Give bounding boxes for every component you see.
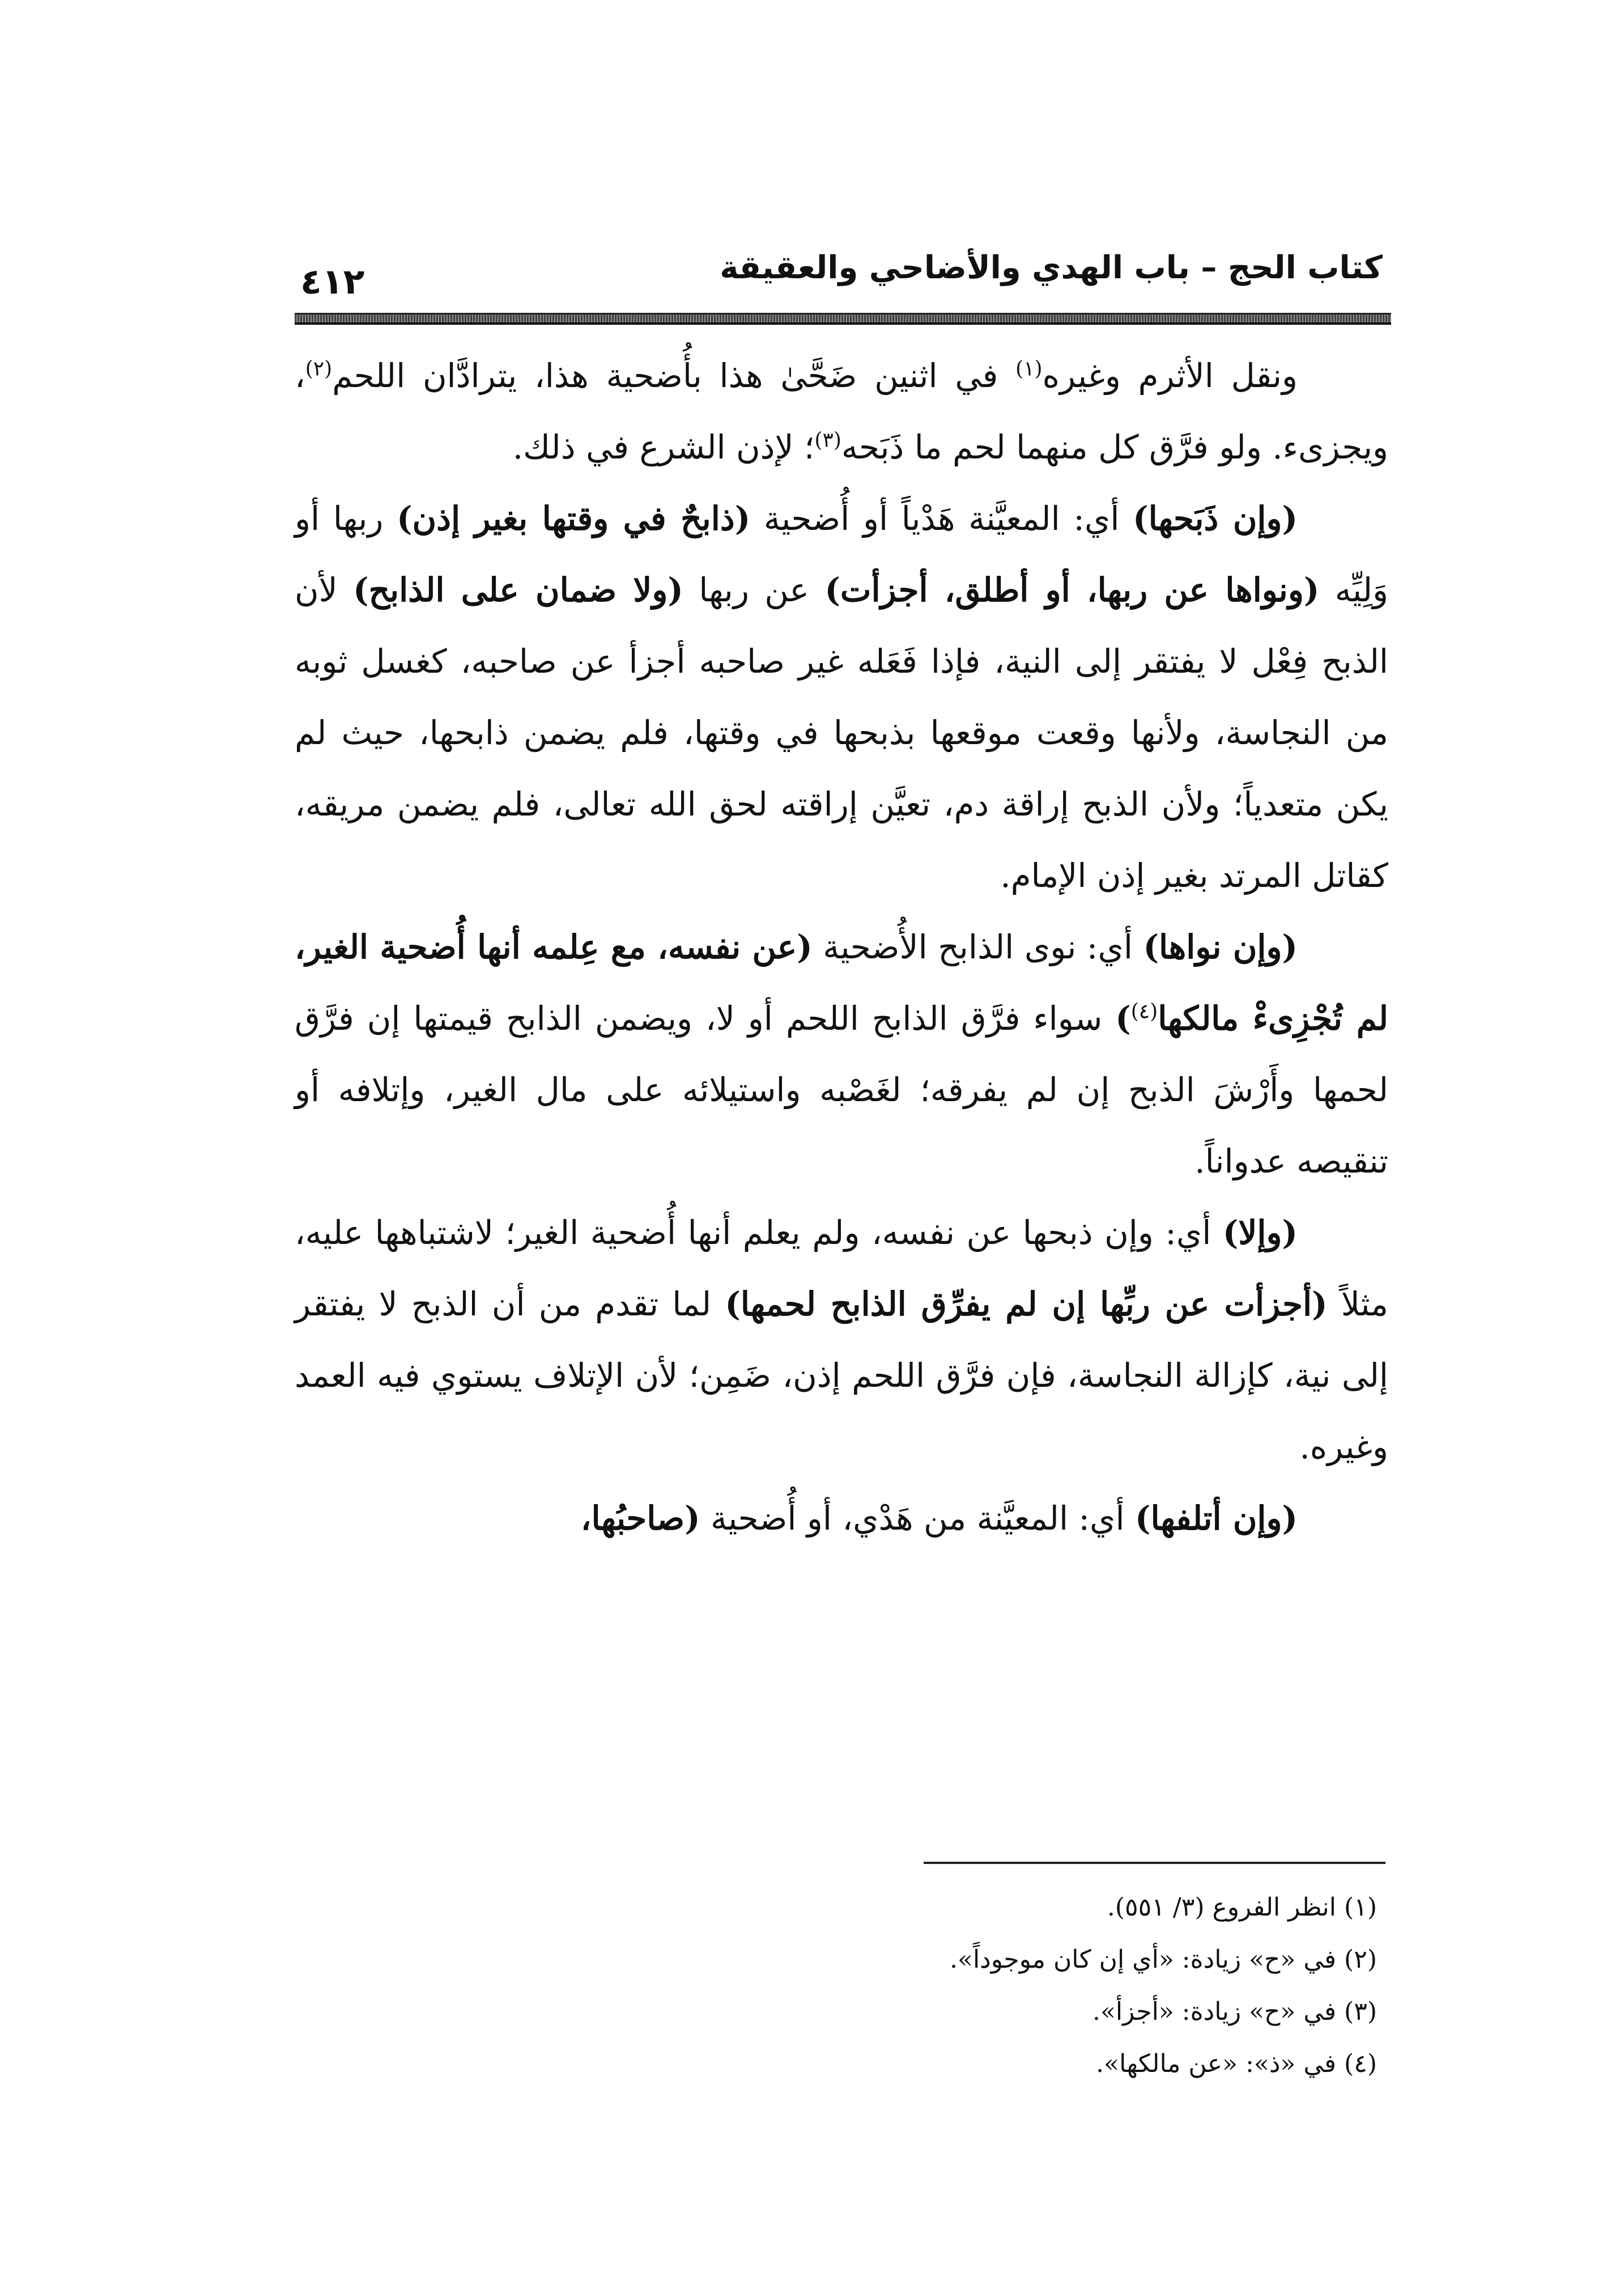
footnote-marker: (٣) <box>814 428 841 452</box>
page-header <box>300 249 1383 300</box>
running-title: كتاب الحج – باب الهدي والأضاحي والعقيقة <box>720 249 1383 286</box>
sharh-text: في اثنين ضَحَّىٰ هذا بأُضحية هذا، يترادَّان اللحم <box>332 356 1016 395</box>
sharh-text: ؛ لإذن الشرع في ذلك. <box>512 428 815 466</box>
footnote-marker: (٢) <box>305 357 333 381</box>
paragraph <box>295 911 1388 1197</box>
paragraph <box>295 483 1388 911</box>
matn-text: ) <box>1115 999 1131 1038</box>
main-text <box>295 340 1388 1554</box>
matn-text: (ونواها عن ربها، أو أطلق، أجزأت) <box>824 571 1320 609</box>
sharh-text: أي: المعيَّنة من هَدْي، أو أُضحية <box>700 1499 1135 1538</box>
footnotes <box>567 1882 1388 2090</box>
paragraph <box>295 1483 1388 1554</box>
footnote: (٤) في «ذ»: «عن مالكها». <box>1096 2049 1377 2078</box>
paragraph <box>295 1197 1388 1483</box>
footnote: (١) انظر الفروع (٣/ ٥٥١). <box>1107 1893 1377 1922</box>
matn-text: (عن نفسه، مع عِلمه أنها أُضحية الغير، لم تُجْزِىءْ مالكها <box>295 928 1388 1038</box>
paragraph <box>295 340 1388 483</box>
sharh-text: لما تقدم من أن الذبح لا يفتقر إلى نية، كإزالة النجاسة، فإن فرَّق اللحم إذن، ضَمِن؛ لأن الإتلاف يستوي فيه العمد وغيره. <box>295 1285 1389 1466</box>
matn-text: (ذابحٌ في وقتها بغير إذن) <box>397 499 751 538</box>
sharh-text: ونقل الأثرم وغيره <box>1042 356 1298 395</box>
sharh-text: ، ويجزىء. ولو فرَّق كل منهما لحم ما ذَبَحه <box>295 356 1388 466</box>
sharh-text: سواء فرَّق الذابح اللحم أو لا، ويضمن الذابح قيمتها إن فرَّق لحمها وأَرْشَ الذبح إن لم يفرقه؛ لغَصْبه واستيلائه على مال الغير، وإتلافه أو تنقيصه عدواناً. <box>295 999 1388 1181</box>
sharh-text: ربها أو وَلِيِّه <box>295 499 1389 609</box>
matn-text: (ولا ضمان على الذابح) <box>353 571 683 609</box>
sharh-text: أي: المعيَّنة هَدْياً أو أُضحية <box>750 499 1133 538</box>
sharh-text: أي: نوى الذابح الأُضحية <box>812 928 1143 966</box>
footnote-marker: (٤) <box>1130 1000 1158 1024</box>
sharh-text: أي: وإن ذبحها عن نفسه، ولم يعلم أنها أُضحية الغير؛ لاشتباهها عليه، مثلاً <box>295 1213 1388 1323</box>
matn-text: (أجزأت عن ربِّها إن لم يفرِّق الذابح لحمها) <box>725 1285 1328 1323</box>
footnote: (٣) في «ح» زيادة: «أجزأ». <box>1092 1997 1377 2026</box>
footnote-marker: (١) <box>1015 357 1043 381</box>
footnote-separator <box>924 1862 1385 1864</box>
sharh-text: عن ربها <box>683 571 825 609</box>
matn-text: (وإن ذَبَحها) <box>1133 499 1298 538</box>
footnote: (٢) في «ح» زيادة: «أي إن كان موجوداً». <box>950 1945 1377 1974</box>
matn-text: (صاحبُها، <box>580 1499 700 1538</box>
sharh-text: لأن الذبح فِعْل لا يفتقر إلى النية، فإذا فَعَله غير صاحبه أجزأ عن صاحبه، كغسل ثوبه من النجاسة، ولأنها وقعت موقعها بذبحها في وقتها، فلم يضمن ذابحها، حيث لم يكن متعدياً؛ ولأن الذبح إراقة دم، تعيَّن إراقته لحق الله تعالى، فلم يضمن مريقه، كقاتل المرتد بغير إذن الإمام. <box>295 571 1388 895</box>
page-number: ٤١٢ <box>300 261 365 302</box>
matn-text: (وإلا) <box>1222 1213 1298 1252</box>
matn-text: (وإن نواها) <box>1143 928 1298 966</box>
matn-text: (وإن أتلفها) <box>1135 1499 1298 1538</box>
header-rule <box>295 313 1391 325</box>
